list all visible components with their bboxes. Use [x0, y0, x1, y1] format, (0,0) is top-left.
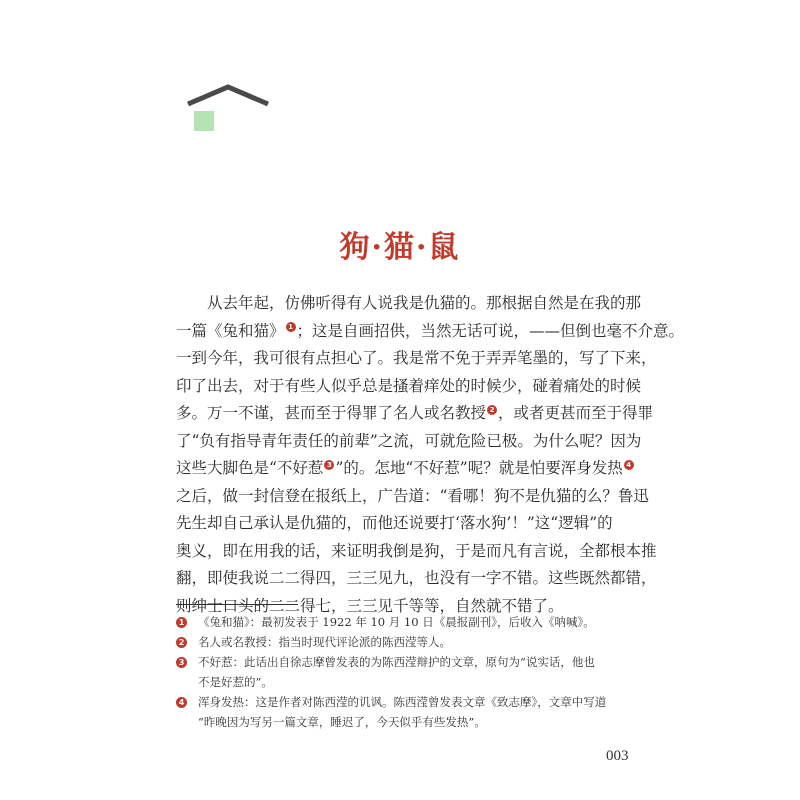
note-marker-4[interactable]: 4	[624, 460, 634, 470]
body-line: 之后，做一封信登在报纸上，广告道：“看哪！狗不是仇猫的么？鲁迅	[176, 486, 649, 505]
body-line: 则绅士口头的二二得七，三三见千等等，自然就不错了。	[176, 596, 564, 615]
body-line: 一到今年，我可很有点担心了。我是常不免于弄弄笔墨的，写了下来，	[176, 349, 657, 367]
page-number: 003	[606, 748, 629, 764]
article-body	[176, 290, 685, 620]
body-line: 从去年起，仿佛听得有人说我是仇猫的。那根据自然是在我的那	[207, 294, 642, 312]
green-square-decoration	[194, 111, 214, 131]
body-line: 了“负有指导青年责任的前辈”之流，可就危险已极。为什么呢？因为	[176, 431, 642, 450]
body-line: 多。万一不谨，甚而至于得罪了名人或名教授 2 ，或者更甚而至于得罪	[176, 404, 654, 422]
footnote-number-4: 4	[176, 697, 187, 708]
body-line: 奥义，即在用我的话，来证明我倒是狗，于是而凡有言说，全都根本推	[176, 541, 657, 560]
footnote-2	[176, 632, 606, 652]
note-marker-3[interactable]: 3	[324, 460, 334, 470]
footnote-4	[176, 692, 606, 732]
footnote-text: 《兔和猫》：最初发表于 1922 年 10 月 10 日《晨报副刊》，后收入《呐喊》。	[198, 615, 595, 629]
footnote-number-3: 3	[176, 657, 187, 668]
body-line: 翻，即使我说二二得四，三三见九，也没有一字不错。这些既然都错，	[176, 569, 657, 587]
footnote-text: 不是好惹的”。	[198, 675, 273, 689]
footnote-3	[176, 652, 606, 692]
footnote-text: 名人或名教授：指当时现代评论派的陈西滢等人。	[198, 635, 451, 649]
footnote-number-2: 2	[176, 637, 187, 648]
note-marker-2[interactable]: 2	[487, 405, 497, 415]
body-line: 一篇《兔和猫》 1 ；这是自画招供，当然无话可说，——但倒也毫不介意。	[176, 321, 685, 340]
article-title: 狗·猫·鼠	[339, 230, 461, 265]
note-marker-1[interactable]: 1	[286, 322, 296, 332]
footnote-divider	[176, 604, 298, 605]
footnote-text: 不好惹：此话出自徐志摩曾发表的为陈西滢辩护的文章，原句为“说实话，他也	[198, 655, 595, 669]
footnote-text: 浑身发热：这是作者对陈西滢的讥讽。陈西滢曾发表文章《致志摩》，文章中写道	[198, 695, 607, 709]
roof-ornament-icon	[186, 84, 270, 108]
footnote-number-1: 1	[176, 617, 187, 628]
body-line: 先生却自己承认是仇猫的，而他还说要打‘落水狗’！”这“逻辑”的	[176, 514, 613, 532]
body-line: 印了出去，对于有些人似乎总是搔着痒处的时候少，碰着痛处的时候	[176, 376, 642, 395]
footnote-text: “昨晚因为写另一篇文章，睡迟了，今天似乎有些发热”。	[198, 715, 486, 729]
footnote-1	[176, 612, 606, 632]
footnotes	[176, 612, 606, 732]
body-line: 这些大脚色是“不好惹 3 ”的。怎地“不好惹”呢？就是怕要浑身发热 4	[176, 455, 600, 483]
